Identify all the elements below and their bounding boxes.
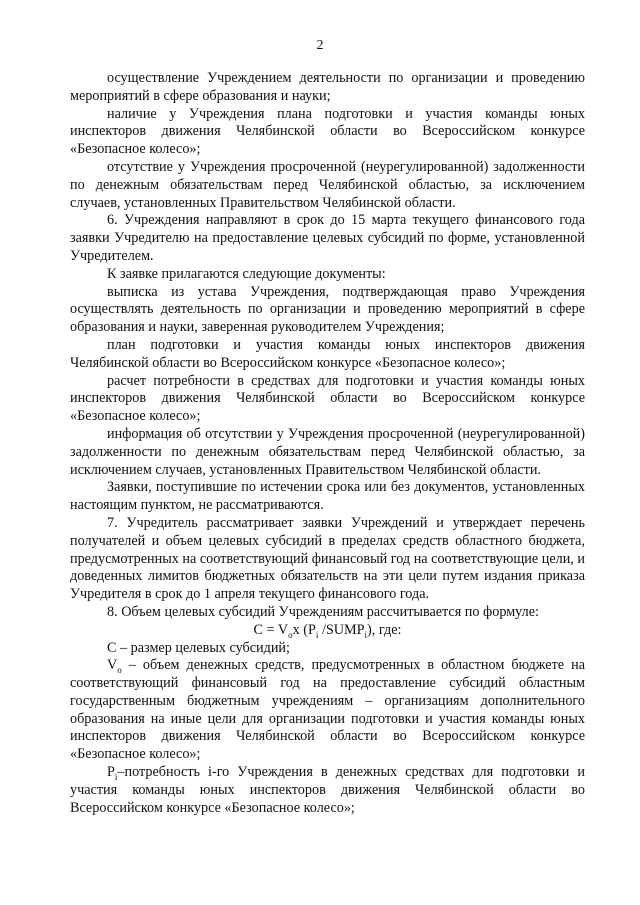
paragraph: расчет потребности в средствах для подготовки и участия команды юных инспекторов движения Челябинской области во Всероссийском конкурсе «Безопасное колесо»; [70, 372, 585, 425]
definition-p [70, 764, 585, 817]
paragraph: информация об отсутствии у Учреждения просроченной (неурегулированной) задолженности по денежным обязательствам перед Челябинской областью, за исключением случаев, установленных Правительством Челябинской области. [70, 425, 585, 478]
paragraph: 6. Учреждения направляют в срок до 15 марта текущего финансового года заявки Учредителю на предоставление целевых субсидий по форме, установленной Учредителем. [70, 212, 585, 264]
formula-mid: x (P [292, 621, 316, 638]
v-symbol: V [107, 657, 118, 674]
paragraph: наличие у Учреждения плана подготовки и участия команды юных инспекторов движения Челябинской области во Всероссийском конкурсе «Безопасное колесо»; [70, 105, 585, 158]
formula-p-subscript: i [315, 629, 319, 640]
p-symbol: P [107, 764, 115, 781]
formula-v-subscript: o [288, 629, 293, 640]
subsidy-formula [70, 622, 585, 640]
paragraph: осуществление Учреждением деятельности по организации и проведению мероприятий в сфере образования и науки; [70, 70, 585, 104]
formula-lhs: C = V [253, 621, 289, 638]
p-subscript: i [114, 771, 118, 782]
p-definition-text: –потребность i-го Учреждения в денежных средствах для подготовки и участия команды юных инспекторов движения Челябинской области во Всероссийском конкурсе «Безопасное колесо»; [70, 764, 585, 816]
definition-v [70, 657, 585, 764]
paragraph: 8. Объем целевых субсидий Учреждениям рассчитывается по формуле: [107, 603, 539, 620]
paragraph: К заявке прилагаются следующие документы: [107, 265, 386, 282]
v-subscript: o [117, 665, 122, 676]
formula-end: ), где: [367, 621, 402, 638]
formula-rest: /SUMP [318, 621, 365, 638]
paragraph: план подготовки и участия команды юных инспекторов движения Челябинской области во Всероссийском конкурсе «Безопасное колесо»; [70, 336, 585, 371]
document-body [70, 70, 585, 817]
v-definition-text: – объем денежных средств, предусмотренных в областном бюджете на соответствующий финансовый год на предоставление субсидий областным государственным бюджетным учреждениям – организациям дополнительного образования на иные цели для организации подготовки и участия команды юных инспекторов движения Челябинской области во Всероссийском конкурсе «Безопасное колесо»; [70, 657, 585, 763]
definition-c: С – размер целевых субсидий; [107, 639, 290, 656]
paragraph: отсутствие у Учреждения просроченной (неурегулированной) задолженности по денежным обязательствам перед Челябинской областью, за исключением случаев, установленных Правительством Челябинской области. [70, 158, 585, 211]
paragraph: Заявки, поступившие по истечении срока или без документов, установленных настоящим пунктом, не рассматриваются. [70, 479, 585, 514]
paragraph: 7. Учредитель рассматривает заявки Учреждений и утверждает перечень получателей и объем целевых субсидий в пределах средств областного бюджета, предусмотренных на соответствующий финансовый год на соответствующие цели, и доведенных лимитов бюджетных обязательств на эти цели путем издания приказа Учредителя в срок до 1 апреля текущего финансового года. [70, 514, 585, 603]
page-number: 2 [316, 38, 324, 53]
paragraph: выписка из устава Учреждения, подтверждающая право Учреждения осуществлять деятельность по организации и проведению мероприятий в сфере образования и науки, заверенная руководителем Учреждения; [70, 283, 585, 336]
formula-sum-subscript: i [364, 629, 368, 640]
